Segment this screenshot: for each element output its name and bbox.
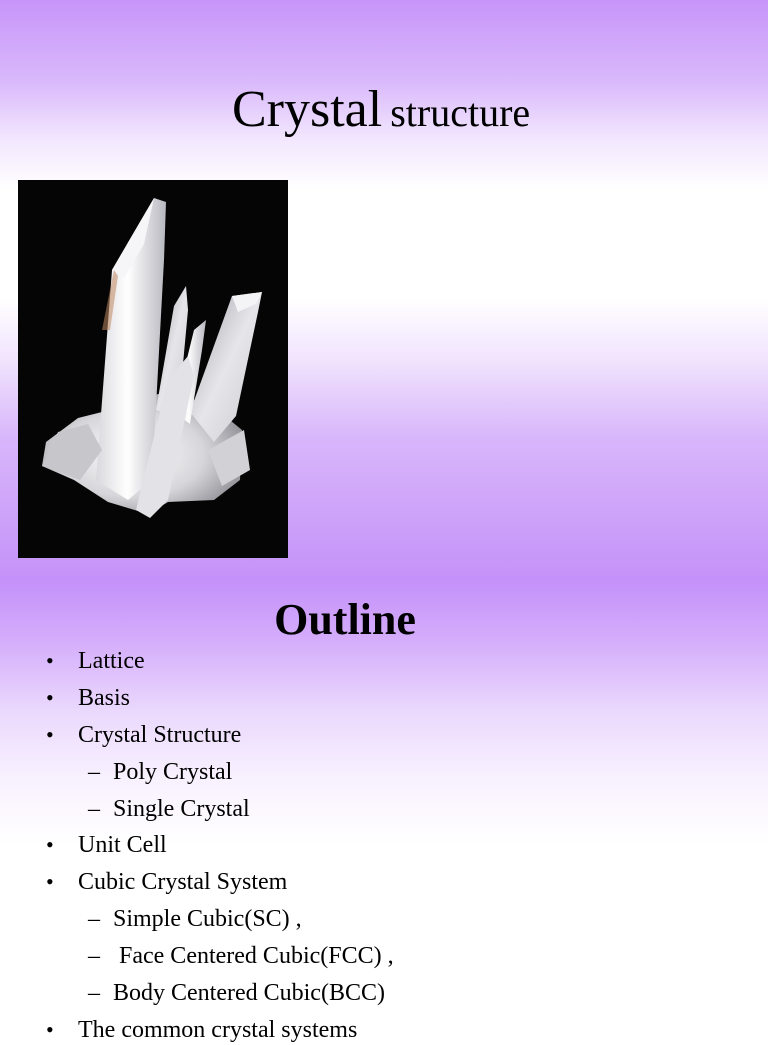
- list-item-text: Lattice: [78, 648, 145, 674]
- dash-icon: –: [88, 906, 100, 932]
- list-item-text: Single Crystal: [113, 796, 250, 822]
- dash-icon: –: [88, 796, 100, 822]
- bullet-icon: •: [46, 1017, 54, 1042]
- quartz-crystal-icon: [18, 180, 288, 558]
- list-item: [46, 720, 241, 750]
- sub-list-item: [88, 794, 250, 824]
- dash-icon: –: [88, 980, 100, 1006]
- sub-list-item: [88, 941, 394, 971]
- slide-outline: [0, 576, 768, 1043]
- list-item: [46, 646, 145, 676]
- bullet-icon: •: [46, 722, 54, 747]
- list-item-text: Unit Cell: [78, 832, 167, 858]
- outline-title: Outline: [274, 595, 416, 644]
- sub-list-item: [88, 757, 232, 787]
- bullet-icon: •: [46, 685, 54, 710]
- list-item: [46, 1015, 357, 1045]
- list-item: [46, 683, 130, 713]
- list-item-text: Body Centered Cubic(BCC): [113, 980, 385, 1006]
- list-item-text: Face Centered Cubic(FCC) ,: [119, 943, 394, 969]
- sub-list-item: [88, 904, 302, 934]
- list-item: [46, 830, 167, 860]
- list-item-text: Cubic Crystal System: [78, 869, 288, 895]
- list-item-text: Basis: [78, 685, 131, 711]
- dash-icon: –: [88, 943, 100, 969]
- list-item: [46, 867, 287, 897]
- dash-icon: –: [88, 759, 100, 785]
- list-item-text: The common crystal systems: [78, 1017, 358, 1043]
- title-word-crystal: Crystal: [232, 81, 383, 138]
- slide-title: [232, 74, 592, 151]
- list-item-text: Crystal Structure: [78, 722, 242, 748]
- bullet-icon: •: [46, 648, 54, 673]
- bullet-icon: •: [46, 832, 54, 857]
- title-word-structure: structure: [390, 90, 531, 135]
- bullet-icon: •: [46, 869, 54, 894]
- crystal-photo: [18, 180, 288, 558]
- list-item-text: Poly Crystal: [113, 759, 233, 785]
- sub-list-item: [88, 978, 385, 1008]
- list-item-text: Simple Cubic(SC) ,: [113, 906, 302, 932]
